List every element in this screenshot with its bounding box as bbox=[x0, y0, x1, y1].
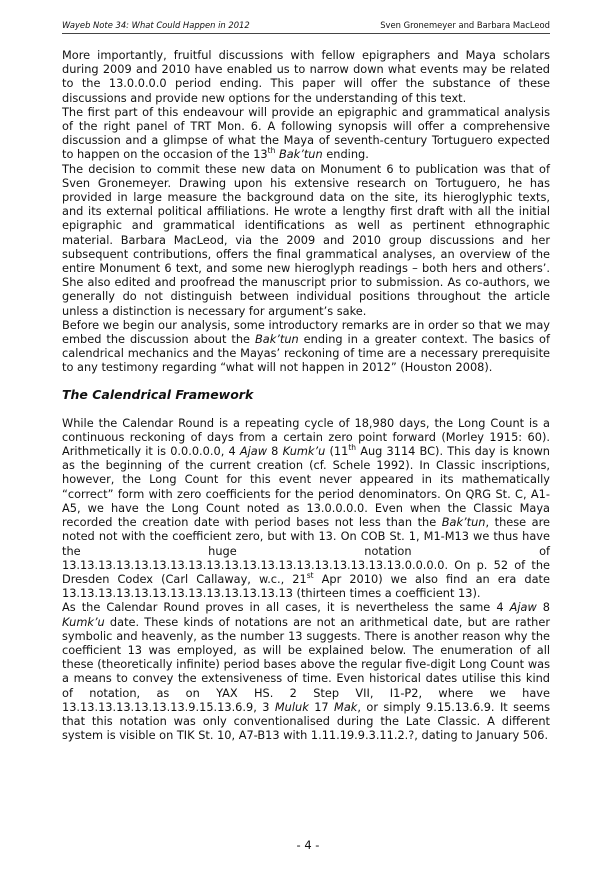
p5-text-e: , these are noted not with the coefficient zero, but with 13. On COB St. 1, M1-M13 we thus have the huge notation of 13.13.13.13.13.13.13.13.13.13.13.13.13.13.13.13.13.13.13.0.0.0.0. On p. 52 of the Dresden Codex (Carl Callaway, w.c., 21 bbox=[62, 515, 550, 586]
paragraph-intro: More importantly, fruitful discussions with fellow epigraphers and Maya scholars during 2009 and 2010 have enabled us to narrow down what events may be related to the 13.0.0.0.0 period ending. This paper will offer the substance of these discussions and provide new options for the understanding of this text. bbox=[62, 48, 550, 105]
page-body bbox=[62, 48, 550, 742]
p6-em1: Ajaw bbox=[509, 600, 537, 615]
p5-text-b: 8 bbox=[267, 444, 283, 459]
p4-text-b: ending in a greater context. The basics of calendrical mechanics and the Mayas’ reckoning of time are a necessary prerequisite to any testimony regarding “what will not happen in 2012” (Houston 2008). bbox=[62, 332, 550, 375]
p6-text-d: 17 bbox=[308, 699, 335, 714]
p5-em3: Bak’tun bbox=[441, 515, 486, 530]
p2-text-b: ending. bbox=[322, 147, 369, 162]
paragraph-decision: The decision to commit these new data on Monument 6 to publication was that of Sven Gronemeyer. Drawing upon his extensive research on Tortuguero, he has provided in large measure the background data on the site, its hieroglyphic texts, and its external political affiliations. He wrote a lengthy first draft with all the initial epigraphic and grammatical identifications as well as pertinent ethnographic material. Barbara MacLeod, via the 2009 and 2010 group discussions and her subsequent contributions, offers the final grammatical analyses, an overview of the entire Monument 6 text, and some new hieroglyph readings – both hers and others’. She also edited and proofread the manuscript prior to submission. As co-authors, we generally do not distinguish between individual positions throughout the article unless a distinction is necessary for argument’s sake. bbox=[62, 161, 550, 318]
p2-sup: th bbox=[267, 146, 276, 156]
p6-em3: Muluk bbox=[274, 699, 309, 714]
p5-text-f: Apr 2010) we also find an era date 13.13.13.13.13.13.13.13.13.13.13.13.13 (thirteen times a coefficient 13). bbox=[62, 571, 550, 601]
p5-sup: th bbox=[348, 443, 357, 453]
p6-text-b: 8 bbox=[536, 600, 550, 615]
p2-em: Bak’tun bbox=[278, 147, 323, 162]
paragraph-same-date bbox=[62, 600, 550, 742]
paragraph-before bbox=[62, 318, 550, 375]
section-heading: The Calendrical Framework bbox=[62, 386, 254, 402]
p6-text-a: As the Calendar Round proves in all cases, it is nevertheless the same 4 bbox=[62, 600, 510, 615]
p6-em2: Kumk’u bbox=[62, 614, 105, 629]
p6-text-c: date. These kinds of notations are not an arithmetical date, but are rather symbolic and heavenly, as the number 13 suggests. There is another reason why the coefficient 13 was employed, as will be explained below. The enumeration of all these (theoretically infinite) period bases above the regular five-digit Long Count was a means to convey the extensiveness of time. Even historical dates utilise this kind of notation, as on YAX HS. 2 Step VII, I1-P2, where we have 13.13.13.13.13.13.13.9.15.13.6.9, 3 bbox=[62, 614, 550, 714]
p5-text-d: Aug 3114 BC). This day is known as the beginning of the current creation (cf. Schele 1992). In Classic inscriptions, however, the Long Count for this event never appeared in its mathematically “correct” form with zero coefficients for the period denominators. On QRG St. C, A1-A5, we have the Long Count noted as 13.0.0.0.0. Even when the Classic Maya recorded the creation date with period bases not less than the bbox=[62, 444, 551, 530]
page-number: - 4 - bbox=[296, 838, 320, 852]
running-header bbox=[62, 20, 550, 34]
paragraph-first-part bbox=[62, 105, 550, 162]
p5-text-c: (11 bbox=[325, 444, 349, 459]
paragraph-calendar-round bbox=[62, 416, 550, 601]
p4-text-a: Before we begin our analysis, some introductory remarks are in order so that we may embed the discussion about the bbox=[62, 317, 550, 347]
p5-sup2: st bbox=[306, 571, 314, 581]
p6-em4: Mak bbox=[334, 699, 358, 714]
p5-em1: Ajaw bbox=[239, 444, 268, 459]
p6-text-e: , or simply 9.15.13.6.9. It seems that this notation was only conventionalised during the Late Classic. A different system is visible on TIK St. 10, A7-B13 with 1.11.19.9.3.11.2.?, dating to January 506. bbox=[62, 699, 550, 743]
p5-em2: Kumk’u bbox=[282, 444, 326, 459]
header-series-title: Wayeb Note 34: What Could Happen in 2012 bbox=[62, 20, 250, 30]
header-authors: Sven Gronemeyer and Barbara MacLeod bbox=[380, 20, 550, 30]
p2-text-a: The first part of this endeavour will provide an epigraphic and grammatical analysis of the right panel of TRT Mon. 6. A following synopsis will offer a comprehensive discussion and a glimpse of what the Maya of seventh-century Tortuguero expected to happen on the occasion of the 13 bbox=[62, 104, 550, 162]
p4-em: Bak’tun bbox=[254, 332, 299, 347]
p5-text-a: While the Calendar Round is a repeating cycle of 18,980 days, the Long Count is a continuous reckoning of days from a certain zero point forward (Morley 1915: 60). Arithmetically it is 0.0.0.0.0, 4 bbox=[62, 415, 550, 459]
